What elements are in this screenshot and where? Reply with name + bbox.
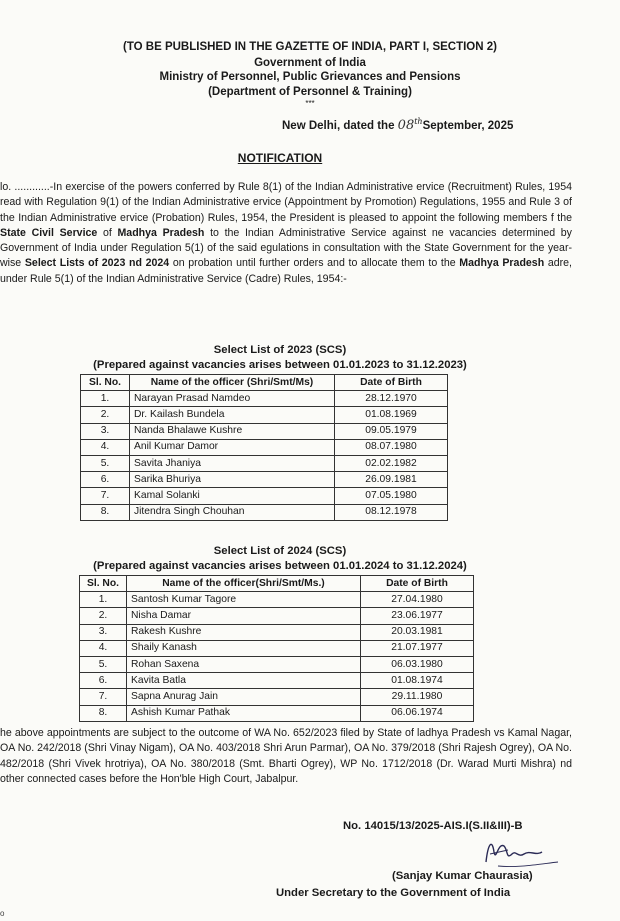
cell-sl-no: 2.: [80, 608, 127, 624]
cell-dob: 27.04.1980: [361, 592, 474, 608]
cell-name: Narayan Prasad Namdeo: [130, 391, 335, 407]
cell-dob: 06.03.1980: [361, 656, 474, 672]
signatory-designation: Under Secretary to the Government of India: [276, 887, 511, 899]
table-row: [81, 472, 448, 488]
col-header-sl-no: Sl. No.: [81, 375, 130, 391]
cell-dob: 20.03.1981: [361, 624, 474, 640]
cell-sl-no: 6.: [81, 472, 130, 488]
intro-paragraph: [0, 180, 572, 287]
table-header-row: [80, 576, 474, 592]
cell-sl-no: 8.: [81, 504, 130, 520]
cell-dob: 07.05.1980: [335, 488, 448, 504]
intro-text-2: of: [97, 226, 118, 239]
cell-dob: 08.07.1980: [335, 439, 448, 455]
col-header-name: Name of the officer (Shri/Smt/Ms): [130, 375, 335, 391]
table-header-row: [81, 375, 448, 391]
select-list-2024-table: [79, 575, 474, 722]
cell-sl-no: 4.: [81, 439, 130, 455]
cell-sl-no: 5.: [80, 656, 127, 672]
cell-dob: 29.11.1980: [361, 689, 474, 705]
col-header-dob: Date of Birth: [361, 576, 474, 592]
table-row: [81, 455, 448, 471]
ministry-title: Ministry of Personnel, Public Grievances and Pensions: [159, 71, 461, 83]
table-row: [81, 439, 448, 455]
notification-title: NOTIFICATION: [237, 151, 323, 165]
intro-text-4: on probation until further orders and to allocate them to the: [169, 257, 460, 270]
intro-bold-2: Madhya Pradesh: [117, 226, 205, 239]
intro-bold-1: State Civil Service: [0, 226, 98, 239]
cell-dob: 09.05.1979: [335, 423, 448, 439]
cell-name: Kavita Batla: [127, 673, 361, 689]
table-row: [81, 423, 448, 439]
gazette-header: (TO BE PUBLISHED IN THE GAZETTE OF INDIA, PART I, SECTION 2): [123, 41, 497, 53]
table-row: [81, 391, 448, 407]
table-row: [80, 689, 474, 705]
intro-text-5: adre, under Rule 5(1) of the Indian Administrative Service (Cadre) Rules, 1954:-: [0, 257, 572, 285]
table-row: [80, 656, 474, 672]
cell-dob: 28.12.1970: [335, 391, 448, 407]
intro-bold-4: Madhya Pradesh: [459, 257, 545, 270]
cell-name: Ashish Kumar Pathak: [127, 705, 361, 721]
department-title: (Department of Personnel & Training): [208, 86, 412, 98]
table-row: [81, 504, 448, 520]
dateline: [282, 117, 513, 133]
cell-name: Nisha Damar: [127, 608, 361, 624]
cell-name: Rakesh Kushre: [127, 624, 361, 640]
cell-dob: 01.08.1969: [335, 407, 448, 423]
cell-name: Sapna Anurag Jain: [127, 689, 361, 705]
col-header-sl-no: Sl. No.: [80, 576, 127, 592]
table-row: [80, 624, 474, 640]
table-row: [80, 592, 474, 608]
cell-sl-no: 6.: [80, 673, 127, 689]
dateline-prefix: New Delhi, dated the: [282, 119, 398, 132]
cell-sl-no: 7.: [81, 488, 130, 504]
select-list-2024-title: Select List of 2024 (SCS): [213, 545, 347, 557]
cell-sl-no: 2.: [81, 407, 130, 423]
cell-dob: 06.06.1974: [361, 705, 474, 721]
intro-text-1: lo. ............-In exercise of the powers conferred by Rule 8(1) of the Indian Administrative ervice (Recruitment) Rules, 1954 read with Regulation 9(1) of the Indian Administrative ervice (Appointment by Promotion) Regulations, 1955 and Rule 3 of the Indian Administrative ervice (Probation) Rules, 1954, the President is pleased to appoint the following members f the: [0, 181, 572, 224]
cell-sl-no: 1.: [80, 592, 127, 608]
cell-dob: 23.06.1977: [361, 608, 474, 624]
select-list-2024-subtitle: (Prepared against vacancies arises between 01.01.2024 to 31.12.2024): [93, 560, 467, 572]
cell-sl-no: 3.: [81, 423, 130, 439]
cell-name: Dr. Kailash Bundela: [130, 407, 335, 423]
table-row: [80, 705, 474, 721]
cell-name: Nanda Bhalawe Kushre: [130, 423, 335, 439]
footer-mark: o: [0, 909, 5, 918]
col-header-name: Name of the officer(Shri/Smt/Ms.): [127, 576, 361, 592]
table-row: [80, 640, 474, 656]
cell-name: Sarika Bhuriya: [130, 472, 335, 488]
intro-bold-3: Select Lists of 2023 nd 2024: [24, 257, 170, 270]
government-title: Government of India: [254, 57, 366, 69]
cell-sl-no: 3.: [80, 624, 127, 640]
intro-text-3: to the Indian Administrative Service against ne vacancies determined by Government of India under Regulation 5(1) of the said egulations in consultation with the State Government for the year-wise: [0, 226, 572, 270]
table-row: [81, 488, 448, 504]
cell-sl-no: 5.: [81, 455, 130, 471]
separator-stars: ***: [305, 99, 315, 108]
cell-sl-no: 8.: [80, 705, 127, 721]
cell-dob: 26.09.1981: [335, 472, 448, 488]
outcome-paragraph: he above appointments are subject to the outcome of WA No. 652/2023 filed by State of ladhya Pradesh vs Kamal Nagar, OA No. 242/2018 (Shri Vinay Nigam), OA No. 403/2018 Shri Arun Parmar), OA No. 379/2018 (Shri Rajesh Ogrey), OA No. 482/2018 (Shri Vivek hrotriya), OA No. 380/2018 (Smt. Bharti Ogrey), WP No. 1712/2018 (Dr. Warad Murti Mishra) nd other connected cases before the Hon'ble High Court, Jabalpur.: [0, 727, 572, 785]
cell-sl-no: 7.: [80, 689, 127, 705]
day-suffix: th: [414, 117, 423, 126]
cell-sl-no: 4.: [80, 640, 127, 656]
cell-sl-no: 1.: [81, 391, 130, 407]
cell-dob: 01.08.1974: [361, 673, 474, 689]
handwritten-signature-icon: [478, 832, 568, 872]
select-list-2023-subtitle: (Prepared against vacancies arises between 01.01.2023 to 31.12.2023): [93, 359, 467, 371]
cell-dob: 02.02.1982: [335, 455, 448, 471]
signatory-name: (Sanjay Kumar Chaurasia): [392, 870, 533, 882]
cell-name: Rohan Saxena: [127, 656, 361, 672]
cell-name: Santosh Kumar Tagore: [127, 592, 361, 608]
handwritten-day: 08: [397, 117, 415, 133]
cell-name: Kamal Solanki: [130, 488, 335, 504]
cell-name: Shaily Kanash: [127, 640, 361, 656]
select-list-2023-table: [80, 374, 448, 521]
cell-dob: 21.07.1977: [361, 640, 474, 656]
select-list-2023-title: Select List of 2023 (SCS): [213, 344, 347, 356]
table-row: [80, 673, 474, 689]
cell-dob: 08.12.1978: [335, 504, 448, 520]
dateline-rest: September, 2025: [422, 119, 514, 132]
table-row: [80, 608, 474, 624]
col-header-dob: Date of Birth: [335, 375, 448, 391]
cell-name: Anil Kumar Damor: [130, 439, 335, 455]
cell-name: Jitendra Singh Chouhan: [130, 504, 335, 520]
cell-name: Savita Jhaniya: [130, 455, 335, 471]
reference-number: No. 14015/13/2025-AIS.I(S.II&III)-B: [343, 820, 523, 832]
table-row: [81, 407, 448, 423]
